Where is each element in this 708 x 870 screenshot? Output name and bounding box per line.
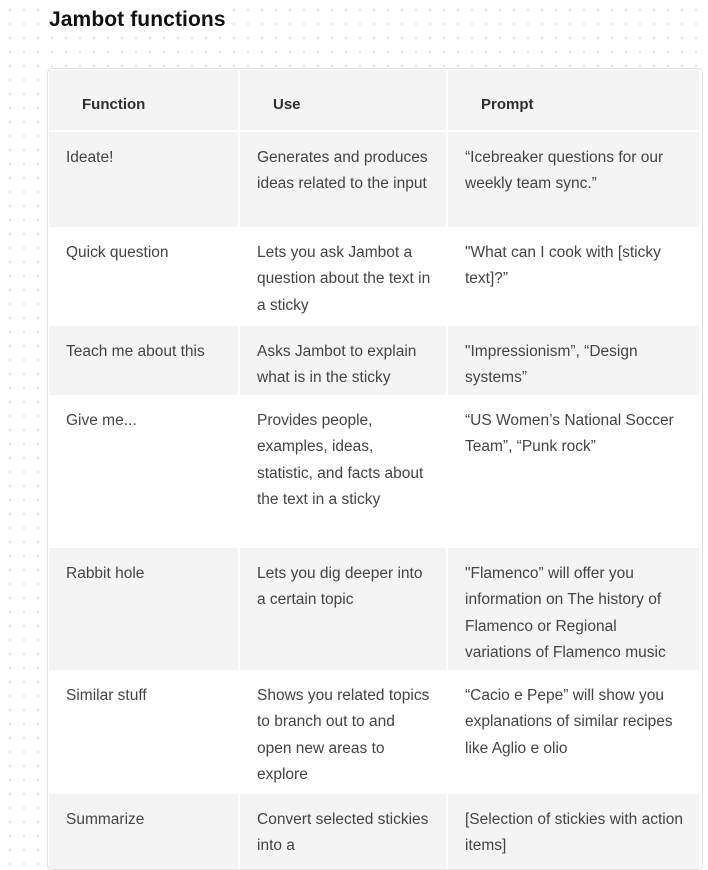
function-cell: Summarize <box>49 794 238 870</box>
use-cell: Lets you dig deeper into a certain topic <box>240 548 446 670</box>
prompt-cell: “Icebreaker questions for our weekly team sync.” <box>448 132 699 227</box>
use-cell: Lets you ask Jambot a question about the text in a sticky <box>257 244 431 314</box>
header-prompt: Prompt <box>448 70 699 130</box>
prompt-cell: "What can I cook with [sticky text]?” <box>465 244 661 288</box>
function-cell: Ideate! <box>49 132 238 227</box>
table-row <box>49 132 699 227</box>
functions-table <box>47 68 703 870</box>
table-row <box>49 227 699 326</box>
header-use: Use <box>240 70 446 130</box>
function-cell: Rabbit hole <box>49 548 238 670</box>
function-cell: Give me... <box>66 412 137 429</box>
prompt-cell: "Impressionism”, “Design systems” <box>448 326 699 395</box>
function-cell: Similar stuff <box>66 687 147 704</box>
function-cell: Quick question <box>66 244 169 261</box>
use-cell: Shows you related topics to branch out to and open new areas to explore <box>257 687 430 784</box>
page-title: Jambot functions <box>49 8 226 31</box>
table-row <box>49 794 699 870</box>
use-cell: Asks Jambot to explain what is in the sticky <box>240 326 446 395</box>
use-cell: Convert selected stickies into a <box>240 794 446 870</box>
table-row <box>49 326 699 395</box>
table-body <box>49 70 699 870</box>
header-function: Function <box>49 70 238 130</box>
table-row <box>49 548 699 670</box>
prompt-cell: “US Women’s National Soccer Team”, “Punk rock” <box>465 412 674 456</box>
prompt-cell: "Flamenco” will offer you information on The history of Flamenco or Regional variations of Flamenco music <box>448 548 699 670</box>
use-cell: Generates and produces ideas related to the input <box>240 132 446 227</box>
table-row <box>49 395 699 548</box>
function-cell: Teach me about this <box>49 326 238 395</box>
table-header-row <box>49 70 699 130</box>
prompt-cell: [Selection of stickies with action items] <box>448 794 699 870</box>
prompt-cell: “Cacio e Pepe” will show you explanations of similar recipes like Aglio e olio <box>465 687 673 757</box>
table-row <box>49 670 699 794</box>
use-cell: Provides people, examples, ideas, statistic, and facts about the text in a sticky <box>257 412 424 509</box>
